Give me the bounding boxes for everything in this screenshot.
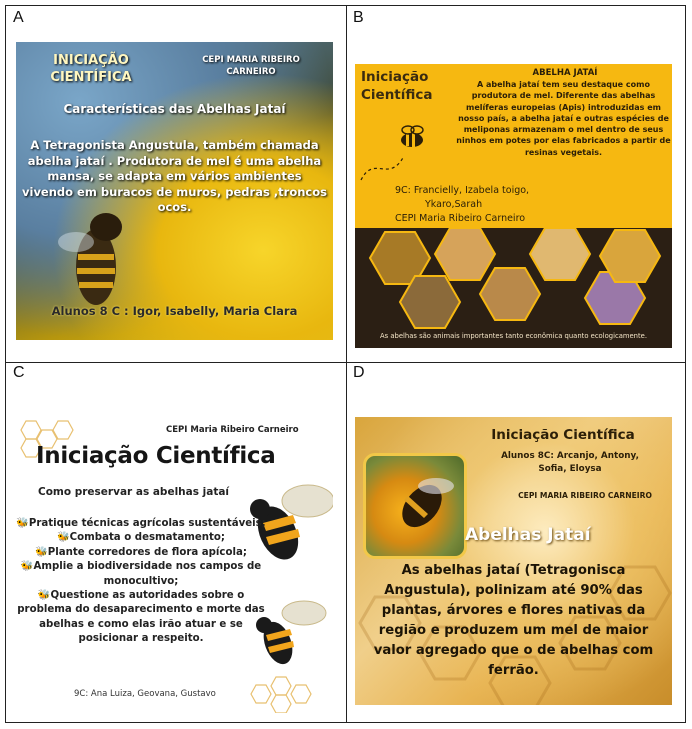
poster-b-body: A abelha jataí tem seu destaque como produtora de mel. Diferente das abelhas melíferas europeias (Apis) introduzidas em nosso país, a abelha jataí e outras espécies de meliponas armazenam o mel dentro de seus ninhos em potes por elas fabricados a partir de resinas vegetais. <box>456 80 671 157</box>
poster-b-students-line2: Ykaro,Sarah <box>425 199 483 210</box>
poster-d-bee-photo <box>363 453 467 559</box>
poster-a-body: A Tetragonista Angustula, também chamada abelha jataí . Produtora de mel é uma abelha mansa, se adapta em vários ambientes vivendo em buracos de muros, pedras ,troncos ocos. <box>22 138 327 214</box>
list-item: 🐝Pratique técnicas agrícolas sustentáveis; <box>16 518 266 529</box>
poster-d-heading: Abelhas Jataí <box>465 525 591 545</box>
cell-label-d: D <box>353 364 365 381</box>
poster-a-heading: Características das Abelhas Jataí <box>63 102 286 116</box>
poster-b-students <box>365 184 575 226</box>
poster-d-body: As abelhas jataí (Tetragonisca Angustula), polinizam até 90% das plantas, árvores e flores nativas da região e produzem um mel de maior valor agregado que o de abelhas com ferrão. <box>373 563 654 678</box>
poster-c-students: 9C: Ana Luiza, Geovana, Gustavo <box>74 689 216 699</box>
honeycomb-photos-icon <box>355 228 672 332</box>
poster-c-title: Iniciação Científica <box>36 443 276 469</box>
poster-a-students: Alunos 8 C : Igor, Isabelly, Maria Clara <box>51 304 298 318</box>
poster-c-subtitle: Como preservar as abelhas jataí <box>38 486 230 498</box>
poster-a-school: CEPI MARIA RIBEIRO CARNEIRO <box>202 55 300 77</box>
cell-label-c: C <box>13 364 25 381</box>
grid-divider-horizontal <box>6 362 685 363</box>
list-item: 🐝Plante corredores de flora apícola; <box>35 546 247 558</box>
poster-c-tips-list <box>16 517 266 647</box>
bee-flight-path-icon <box>359 144 419 184</box>
cell-label-a: A <box>13 9 24 26</box>
list-item: 🐝Amplie a biodiversidade nos campos de monocultivo; <box>20 561 262 587</box>
poster-b-title: Iniciação Científica <box>361 69 433 103</box>
poster-d-students: Alunos 8C: Arcanjo, Antony, Sofia, Eloysa <box>501 451 639 474</box>
bee-on-flower-icon <box>366 456 464 556</box>
poster-b <box>355 64 672 348</box>
bee-photo-icon <box>56 202 136 312</box>
poster-b-students-line1: 9C: Francielly, Izabela toigo, <box>395 185 530 196</box>
poster-c <box>16 417 333 713</box>
poster-d-title: Iniciação Científica <box>491 427 635 443</box>
poster-d-school: CEPI MARIA RIBEIRO CARNEIRO <box>518 491 652 500</box>
poster-c-school: CEPI Maria Ribeiro Carneiro <box>166 425 299 435</box>
grid-divider-vertical <box>346 6 347 722</box>
poster-b-photo-band <box>355 228 672 348</box>
poster-b-footer: As abelhas são animais importantes tanto econômica quanto ecologicamente. <box>380 332 647 340</box>
poster-a-title: INICIAÇÃO CIENTÍFICA <box>50 53 132 85</box>
poster-b-school: CEPI Maria Ribeiro Carneiro <box>395 213 526 224</box>
cell-label-b: B <box>353 9 364 26</box>
list-item: 🐝Combata o desmatamento; <box>57 532 225 544</box>
poster-a <box>16 42 333 340</box>
poster-b-heading: ABELHA JATAÍ <box>532 68 598 78</box>
list-item: 🐝Questione as autoridades sobre o problema do desaparecimento e morte das abelhas e como elas irão atuar e se posicionar a respeito. <box>17 590 265 645</box>
poster-d <box>355 417 672 705</box>
